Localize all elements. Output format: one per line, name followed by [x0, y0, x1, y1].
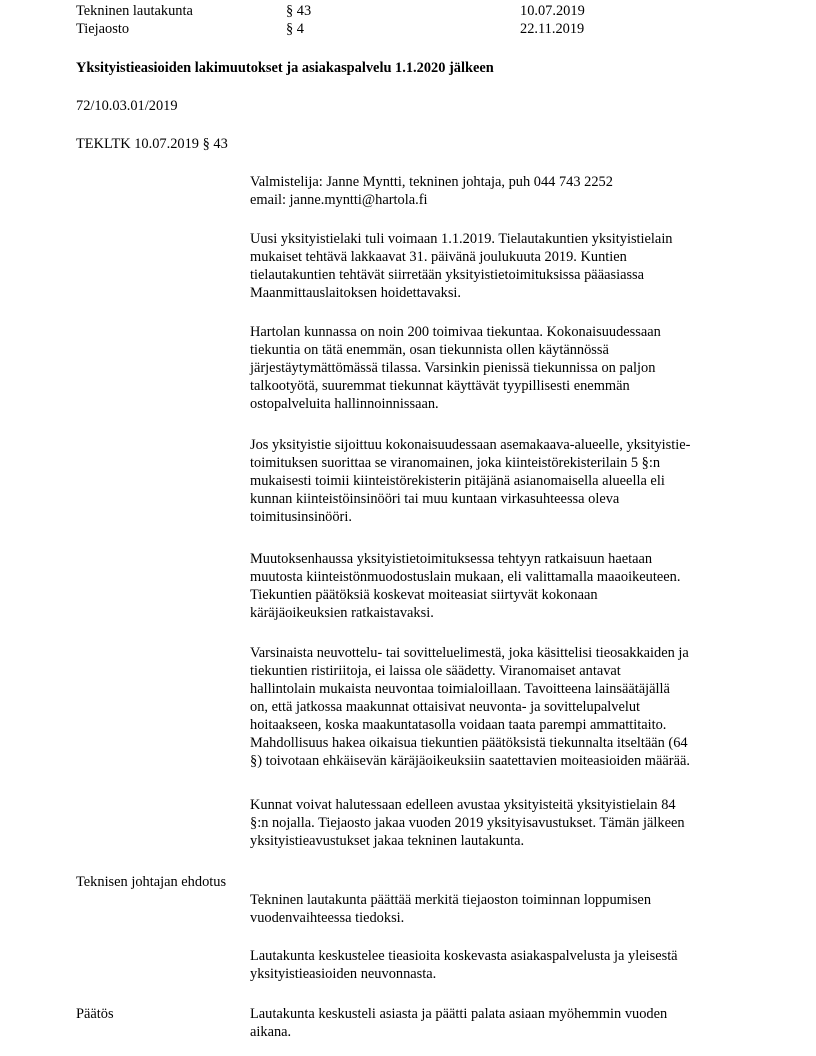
- decision-paragraph: [250, 1005, 750, 1041]
- proposal-paragraph-1: [250, 891, 750, 927]
- paragraph-line: Lautakunta keskustelee tieasioita koskevasta asiakaspalvelusta ja yleisestä: [250, 948, 678, 964]
- paragraph-line: järjestäytymättömässä tilassa. Varsinkin pienissä tiekunnissa on paljon: [250, 360, 656, 376]
- paragraph-line: Kunnat voivat halutessaan edelleen avustaa yksityisteitä yksityistielain 84: [250, 797, 676, 813]
- document-title: Yksityistieasioiden lakimuutokset ja asiakaspalvelu 1.1.2020 jälkeen: [76, 60, 494, 76]
- paragraph-line: Varsinaista neuvottelu- tai sovitteluelimestä, joka käsittelisi tieosakkaiden ja: [250, 645, 689, 661]
- paragraph-line: hoitaakseen, koska maakuntatasolla voidaan taata parempi ammattitaito.: [250, 717, 667, 733]
- paragraph-line: toimituksen suorittaa se viranomainen, joka kiinteistörekisterilain 5 §:n: [250, 455, 661, 471]
- paragraph-line: mukaiset tehtävä lakkaavat 31. päivänä joulukuuta 2019. Kuntien: [250, 249, 627, 265]
- body-paragraph-2: [250, 323, 750, 413]
- decision-label: Päätös: [76, 1006, 114, 1022]
- preparer-block: [250, 173, 750, 209]
- paragraph-line: toimitusinsinööri.: [250, 509, 352, 525]
- paragraph-line: Maanmittauslaitoksen hoidettavaksi.: [250, 285, 462, 301]
- preparer-line: Valmistelija: Janne Myntti, tekninen johtaja, puh 044 743 2252: [250, 174, 613, 190]
- paragraph-line: aikana.: [250, 1024, 292, 1040]
- paragraph-line: kunnan kiinteistöinsinööri tai muu kuntaan virkasuhteessa oleva: [250, 491, 620, 507]
- meeting-date-2: 22.11.2019: [520, 21, 585, 37]
- paragraph-line: talkootyötä, suuremmat tiekunnat käyttävät tyypillisesti enemmän: [250, 378, 630, 394]
- paragraph-line: §:n nojalla. Tiejaosto jakaa vuoden 2019 yksityisavustukset. Tämän jälkeen: [250, 815, 685, 831]
- paragraph-line: yksityistieasioiden neuvonnasta.: [250, 966, 437, 982]
- paragraph-line: tiekuntia on tätä enemmän, osan tiekunnista ollen käytännössä: [250, 342, 609, 358]
- paragraph-line: Muutoksenhaussa yksityistietoimituksessa tehtyyn ratkaisuun haetaan: [250, 551, 653, 567]
- meeting-date-1: 10.07.2019: [520, 3, 585, 19]
- paragraph-line: tiekuntien ristiriitoja, ei laissa ole säädetty. Viranomaiset antavat: [250, 663, 621, 679]
- paragraph-line: on, että jatkossa maakunnat ottaisivat neuvonta- ja sovittelupalvelut: [250, 699, 641, 715]
- paragraph-line: muutosta kiinteistönmuodostuslain mukaan, eli valittamalla maaoikeuteen.: [250, 569, 681, 585]
- body-paragraph-4: [250, 550, 750, 622]
- paragraph-line: Mahdollisuus hakea oikaisua tiekuntien päätöksistä tiekunnalta itseltään (64: [250, 735, 688, 751]
- paragraph-line: mukaisesti toimii kiinteistörekisterin pitäjänä asianomaisella alueella eli: [250, 473, 665, 489]
- paragraph-line: ostopalveluita hallinnoinnissaan.: [250, 396, 439, 412]
- body-paragraph-5: [250, 644, 750, 770]
- paragraph-line: Jos yksityistie sijoittuu kokonaisuudessaan asemakaava-alueelle, yksityistie-: [250, 437, 691, 453]
- paragraph-line: Tiekuntien päätöksiä koskevat moiteasiat siirtyvät kokonaan: [250, 587, 598, 603]
- body-paragraph-1: [250, 230, 750, 302]
- meeting-reference: TEKLTK 10.07.2019 § 43: [76, 136, 228, 152]
- body-paragraph-6: [250, 796, 750, 850]
- paragraph-line: vuodenvaihteessa tiedoksi.: [250, 910, 405, 926]
- proposal-paragraph-2: [250, 947, 750, 983]
- meeting-body-1: Tekninen lautakunta: [76, 3, 193, 19]
- meeting-body-2: Tiejaosto: [76, 21, 130, 37]
- meeting-section-1: § 43: [286, 3, 312, 19]
- paragraph-line: Tekninen lautakunta päättää merkitä tiejaoston toiminnan loppumisen: [250, 892, 652, 908]
- preparer-email: email: janne.myntti@hartola.fi: [250, 192, 428, 208]
- paragraph-line: käräjäoikeuksien ratkaistavaksi.: [250, 605, 434, 621]
- record-number: 72/10.03.01/2019: [76, 98, 178, 114]
- proposal-label: Teknisen johtajan ehdotus: [76, 874, 227, 890]
- paragraph-line: tielautakuntien tehtävät siirretään yksityistietoimituksissa pääasiassa: [250, 267, 645, 283]
- paragraph-line: §) toivotaan ehkäisevän käräjäoikeuksiin saatettavien moiteasioiden määrää.: [250, 753, 690, 769]
- paragraph-line: hallintolain mukaista neuvontaa toimialoillaan. Tavoitteena lainsäätäjällä: [250, 681, 670, 697]
- paragraph-line: Uusi yksityistielaki tuli voimaan 1.1.2019. Tielautakuntien yksityistielain: [250, 231, 673, 247]
- paragraph-line: Hartolan kunnassa on noin 200 toimivaa tiekuntaa. Kokonaisuudessaan: [250, 324, 661, 340]
- paragraph-line: yksityistieavustukset jakaa tekninen lautakunta.: [250, 833, 525, 849]
- body-paragraph-3: [250, 436, 750, 526]
- paragraph-line: Lautakunta keskusteli asiasta ja päätti palata asiaan myöhemmin vuoden: [250, 1006, 668, 1022]
- meeting-section-2: § 4: [286, 21, 304, 37]
